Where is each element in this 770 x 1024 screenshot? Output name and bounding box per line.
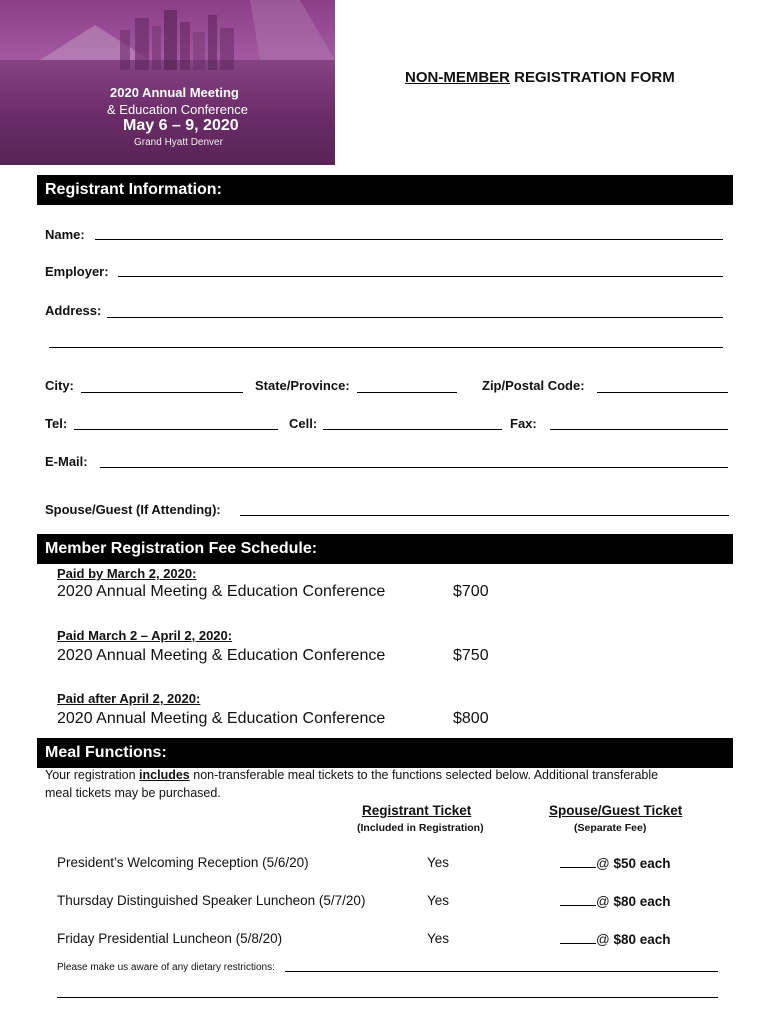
fee-schedule-header: Member Registration Fee Schedule: xyxy=(37,534,733,564)
meal-intro-line-1: Your registration includes non-transferable meal tickets to the functions selected below. Additional transferable xyxy=(45,768,659,782)
fee-period-1: Paid by March 2, 2020: xyxy=(57,566,197,581)
employer-field[interactable] xyxy=(118,276,723,277)
meal-registrant-2: Yes xyxy=(427,893,450,908)
fee-price-3: $800 xyxy=(453,710,489,727)
banner-line-1: 2020 Annual Meeting xyxy=(110,85,239,100)
address-field-line-2[interactable] xyxy=(49,347,723,348)
state-label: State/Province: xyxy=(255,378,350,393)
meal-guest-2: @ $80 each xyxy=(560,893,671,909)
fax-label: Fax: xyxy=(510,416,537,431)
email-label: E-Mail: xyxy=(45,454,88,469)
meal-guest-3: @ $80 each xyxy=(560,931,671,947)
meal-guest-1: @ $50 each xyxy=(560,855,671,871)
address-label: Address: xyxy=(45,303,102,318)
meal-name-2: Thursday Distinguished Speaker Luncheon (5/7/20) xyxy=(57,893,366,908)
registrant-ticket-heading: Registrant Ticket xyxy=(362,803,472,818)
dietary-field-line-2[interactable] xyxy=(57,997,718,998)
guest-qty-field-2[interactable] xyxy=(560,893,596,906)
fee-price-1: $700 xyxy=(453,583,489,600)
meal-registrant-3: Yes xyxy=(427,931,450,946)
employer-label: Employer: xyxy=(45,264,109,279)
guest-qty-field-1[interactable] xyxy=(560,855,596,868)
zip-label: Zip/Postal Code: xyxy=(482,378,585,393)
spouse-ticket-heading: Spouse/Guest Ticket xyxy=(549,803,683,818)
email-field[interactable] xyxy=(100,467,728,468)
spouse-field[interactable] xyxy=(240,515,729,516)
banner-venue: Grand Hyatt Denver xyxy=(134,137,223,148)
tel-label: Tel: xyxy=(45,416,68,431)
address-field[interactable] xyxy=(107,317,723,318)
tel-field[interactable] xyxy=(74,429,278,430)
form-title-rest: REGISTRATION FORM xyxy=(510,69,675,86)
meal-intro-line-2: meal tickets may be purchased. xyxy=(45,786,221,800)
dietary-field[interactable] xyxy=(285,971,718,972)
name-field[interactable] xyxy=(95,239,723,240)
spouse-label: Spouse/Guest (If Attending): xyxy=(45,502,221,517)
guest-qty-field-3[interactable] xyxy=(560,931,596,944)
city-field[interactable] xyxy=(81,392,243,393)
registrant-section-header: Registrant Information: xyxy=(37,175,733,205)
meal-name-1: President’s Welcoming Reception (5/6/20) xyxy=(57,855,309,870)
spouse-ticket-note: (Separate Fee) xyxy=(574,822,647,834)
fax-field[interactable] xyxy=(550,429,728,430)
dietary-label: Please make us aware of any dietary restrictions: xyxy=(57,962,275,973)
form-title xyxy=(405,69,675,86)
cell-label: Cell: xyxy=(289,416,318,431)
city-label: City: xyxy=(45,378,74,393)
zip-field[interactable] xyxy=(597,392,728,393)
registrant-ticket-note: (Included in Registration) xyxy=(357,822,484,834)
fee-period-3: Paid after April 2, 2020: xyxy=(57,691,201,706)
fee-item-1: 2020 Annual Meeting & Education Conference xyxy=(57,583,386,600)
meal-functions-header: Meal Functions: xyxy=(37,738,733,768)
banner-dates: May 6 – 9, 2020 xyxy=(123,117,239,134)
state-field[interactable] xyxy=(357,392,457,393)
meal-registrant-1: Yes xyxy=(427,855,450,870)
fee-period-2: Paid March 2 – April 2, 2020: xyxy=(57,628,233,643)
name-label: Name: xyxy=(45,227,85,242)
meal-name-3: Friday Presidential Luncheon (5/8/20) xyxy=(57,931,283,946)
cell-field[interactable] xyxy=(323,429,502,430)
fee-item-3: 2020 Annual Meeting & Education Conference xyxy=(57,710,386,727)
fee-price-2: $750 xyxy=(453,647,489,664)
fee-item-2: 2020 Annual Meeting & Education Conference xyxy=(57,647,386,664)
banner-line-2: & Education Conference xyxy=(107,102,248,117)
form-title-underlined: NON-MEMBER xyxy=(405,69,510,86)
